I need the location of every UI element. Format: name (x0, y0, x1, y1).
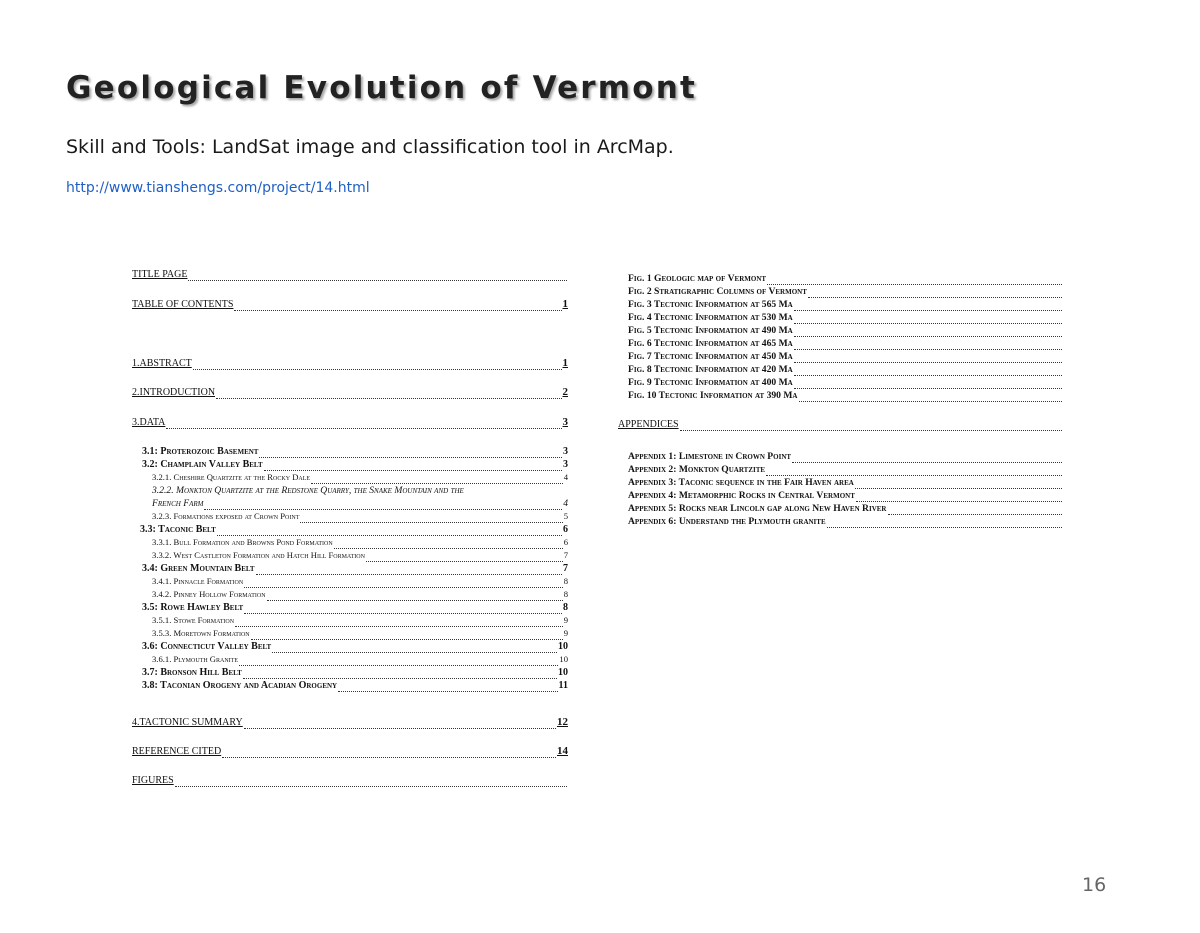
toc-entry (152, 536, 568, 549)
toc-entry-label: 3.1: Proterozoic Basement (142, 446, 259, 457)
toc-entry (142, 640, 568, 653)
toc-entry (152, 614, 568, 627)
toc-leader (239, 655, 558, 666)
toc-entry-label: 2.INTRODUCTION (132, 387, 216, 398)
toc-leader (794, 378, 1062, 389)
toc-entry-label: 3.2.3. Formations exposed at Crown Point (152, 511, 300, 521)
toc-entry (628, 363, 1063, 376)
toc-leader (794, 300, 1062, 311)
toc-entry-page: 10 (558, 641, 568, 652)
toc-leader (334, 538, 563, 549)
toc-leader (244, 718, 556, 729)
toc-leader (300, 512, 562, 523)
toc-entry-label: 3.3: Taconic Belt (140, 524, 216, 535)
toc-entry-page: 9 (563, 628, 568, 638)
toc-entry (142, 666, 568, 679)
toc-entry (628, 389, 1063, 402)
toc-leader (222, 747, 556, 758)
toc-entry (152, 471, 568, 484)
toc-entry (132, 745, 568, 758)
toc-entry-label: 3.3.1. Bull Formation and Browns Pond Formation (152, 537, 333, 547)
toc-leader (680, 420, 1062, 431)
toc-entry (142, 458, 568, 471)
toc-entry-label: Appendix 6: Understand the Plymouth granite (628, 516, 826, 527)
toc-leader (256, 564, 562, 575)
toc-leader (272, 642, 557, 653)
toc-leader (216, 388, 561, 399)
toc-entry-label: Fig. 8 Tectonic Information at 420 Ma (628, 364, 793, 375)
toc-entry (142, 562, 568, 575)
toc-leader (794, 352, 1062, 363)
toc-entry-label: Appendix 4: Metamorphic Rocks in Central Vermont (628, 490, 855, 501)
toc-entry-label: 3.5: Rowe Hawley Belt (142, 602, 244, 613)
toc-entry (628, 272, 1063, 285)
toc-entry-label: Fig. 2 Stratigraphic Columns of Vermont (628, 286, 807, 297)
toc-entry (152, 497, 568, 510)
toc-leader (311, 473, 563, 484)
toc-entry-page: 10 (558, 667, 568, 678)
toc-entry (152, 653, 568, 666)
toc-entry (132, 298, 568, 311)
toc-entry-page: 8 (563, 602, 568, 613)
toc-leader (188, 270, 567, 281)
toc-leader (217, 525, 562, 536)
toc-leader (243, 668, 557, 679)
toc-leader (799, 391, 1063, 402)
toc-entry (152, 575, 568, 588)
toc-entry (140, 523, 568, 536)
toc-entry-label: 3.7: Bronson Hill Belt (142, 667, 242, 678)
toc-leader (767, 274, 1062, 285)
toc-entry (132, 716, 568, 729)
toc-entry-label: REFERENCE CITED (132, 746, 222, 757)
toc-entry-page: 2 (562, 386, 568, 398)
toc-entry (152, 627, 568, 640)
toc-entry-label: 1.ABSTRACT (132, 358, 192, 369)
toc-leader (267, 590, 563, 601)
toc-entry (628, 376, 1063, 389)
toc-entry-label: 3.5.3. Moretown Formation (152, 628, 250, 638)
toc-entry-page: 4 (563, 472, 568, 482)
toc-entry (618, 418, 1063, 431)
subtitle-skills: Skill and Tools: LandSat image and classification tool in ArcMap. (66, 136, 674, 158)
toc-leader (235, 616, 563, 627)
toc-entry-label: Fig. 7 Tectonic Information at 450 Ma (628, 351, 793, 362)
toc-entry (142, 601, 568, 614)
toc-entry (132, 268, 568, 281)
toc-leader (264, 460, 562, 471)
toc-entry-page: 6 (563, 537, 568, 547)
toc-entry-label: 3.6: Connecticut Valley Belt (142, 641, 272, 652)
toc-leader (794, 313, 1062, 324)
toc-entry (628, 311, 1063, 324)
toc-entry-label: Fig. 5 Tectonic Information at 490 Ma (628, 325, 793, 336)
toc-entry-page: 10 (559, 654, 568, 664)
toc-leader (234, 300, 561, 311)
toc-entry-page: 11 (558, 680, 568, 691)
toc-leader (808, 287, 1062, 298)
toc-entry-page: 5 (563, 511, 568, 521)
toc-entry (628, 350, 1063, 363)
toc-entry-label: Appendix 5: Rocks near Lincoln gap along New Haven River (628, 503, 887, 514)
toc-entry-label: 3.8: Taconian Orogeny and Acadian Orogeny (142, 680, 338, 691)
toc-entry (628, 285, 1063, 298)
toc-leader (827, 517, 1062, 528)
page-number: 16 (1082, 874, 1107, 896)
toc-entry-label: 3.DATA (132, 417, 166, 428)
toc-entry (628, 337, 1063, 350)
toc-entry-page: 9 (563, 615, 568, 625)
toc-entry-label: 3.2: Champlain Valley Belt (142, 459, 263, 470)
toc-entry-page: 7 (563, 563, 568, 574)
toc-leader (338, 681, 557, 692)
toc-entry-page: 1 (562, 298, 568, 310)
toc-entry-page: 7 (563, 550, 568, 560)
toc-entry-label: Fig. 9 Tectonic Information at 400 Ma (628, 377, 793, 388)
toc-entry-label: Fig. 10 Tectonic Information at 390 Ma (628, 390, 798, 401)
toc-entry-label: Appendix 1: Limestone in Crown Point (628, 451, 792, 462)
toc-entry-page: 12 (557, 716, 568, 728)
toc-entry-page: 8 (563, 576, 568, 586)
toc-leader (855, 478, 1062, 489)
toc-leader (251, 629, 563, 640)
toc-entry-label: 3.5.1. Stowe Formation (152, 615, 235, 625)
toc-entry (132, 386, 568, 399)
toc-entry (628, 502, 1063, 515)
toc-entry (142, 679, 568, 692)
toc-leader (193, 359, 562, 370)
toc-entry (628, 476, 1063, 489)
toc-leader (244, 577, 563, 588)
toc-entry-label: Fig. 6 Tectonic Information at 465 Ma (628, 338, 793, 349)
toc-entry (132, 416, 568, 429)
toc-entry-label: 3.2.2. Monkton Quartzite at the Redstone Quarry, the Snake Mountain and the (152, 485, 464, 496)
toc-leader (766, 465, 1062, 476)
toc-leader (204, 499, 562, 510)
toc-entry (132, 357, 568, 370)
toc-entry-page: 14 (557, 745, 568, 757)
toc-entry-page: 8 (563, 589, 568, 599)
toc-entry-label: 3.4.2. Pinney Hollow Formation (152, 589, 266, 599)
toc-leader (794, 339, 1062, 350)
toc-entry-label: TABLE OF CONTENTS (132, 299, 234, 310)
toc-leader (175, 776, 567, 787)
toc-entry (152, 484, 568, 497)
toc-leader (166, 418, 561, 429)
toc-entry-page: 3 (562, 416, 568, 428)
toc-entry-label: Fig. 1 Geologic map of Vermont (628, 273, 767, 284)
toc-leader (366, 551, 563, 562)
toc-entry-label: Fig. 3 Tectonic Information at 565 Ma (628, 299, 793, 310)
toc-entry (628, 463, 1063, 476)
toc-entry-label: 3.6.1. Plymouth Granite (152, 654, 239, 664)
toc-leader (259, 447, 562, 458)
toc-entry (628, 489, 1063, 502)
toc-leader (856, 491, 1062, 502)
toc-entry-label: 3.2.1. Cheshire Quartzite at the Rocky Dale (152, 472, 311, 482)
toc-entry (628, 324, 1063, 337)
toc-entry-page: 1 (562, 357, 568, 369)
toc-entry (628, 515, 1063, 528)
toc-entry-label: French Farm (152, 498, 204, 509)
toc-leader (888, 504, 1063, 515)
toc-entry (152, 549, 568, 562)
toc-entry-page: 4 (563, 498, 568, 509)
toc-entry (628, 298, 1063, 311)
toc-entry-page: 3 (563, 459, 568, 470)
toc-leader (794, 326, 1062, 337)
toc-entry (132, 774, 568, 787)
toc-entry-label: 3.4: Green Mountain Belt (142, 563, 255, 574)
toc-entry-label: Appendix 2: Monkton Quartzite (628, 464, 766, 475)
toc-entry-page: 6 (563, 524, 568, 535)
toc-entry-label: APPENDICES (618, 419, 679, 430)
toc-entry-label: TITLE PAGE (132, 269, 188, 280)
toc-entry (142, 445, 568, 458)
project-link[interactable]: http://www.tianshengs.com/project/14.html (66, 180, 370, 196)
toc-entry-label: 3.4.1. Pinnacle Formation (152, 576, 244, 586)
toc-leader (244, 603, 562, 614)
toc-entry-label: 4.TACTONIC SUMMARY (132, 717, 243, 728)
toc-entry-label: Appendix 3: Taconic sequence in the Fair Haven area (628, 477, 854, 488)
toc-entry (152, 510, 568, 523)
toc-entry (628, 450, 1063, 463)
document-title: Geological Evolution of Vermont (66, 70, 698, 106)
toc-entry-page: 3 (563, 446, 568, 457)
toc-leader (794, 365, 1062, 376)
toc-entry (152, 588, 568, 601)
toc-entry-label: Fig. 4 Tectonic Information at 530 Ma (628, 312, 793, 323)
toc-leader (792, 452, 1062, 463)
toc-entry-label: FIGURES (132, 775, 174, 786)
toc-entry-label: 3.3.2. West Castleton Formation and Hatch Hill Formation (152, 550, 365, 560)
